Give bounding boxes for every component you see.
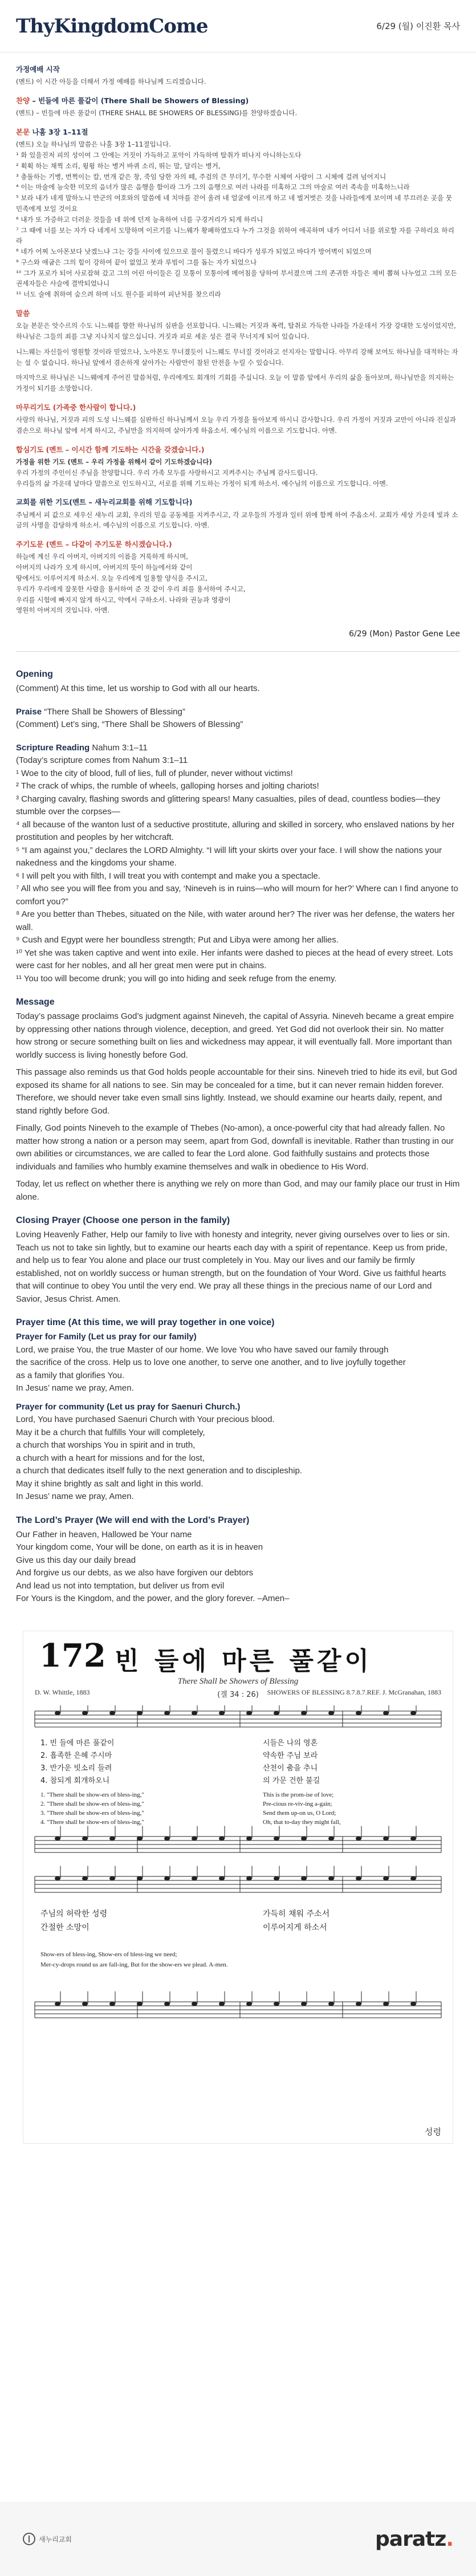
en-scripture-line: ³ Charging cavalry, flashing swords and glittering spears! Many casualties, piles of dead, countless bodies—they stumble over the corpses— <box>16 794 441 817</box>
korean-section <box>0 52 476 616</box>
note-head <box>219 1876 225 1880</box>
note-head <box>164 1876 170 1880</box>
en-scripture-line: ⁶ I will pelt you with filth, I will treat you with contempt and make you a spectacle. <box>16 871 320 881</box>
en-church-prayer-line: In Jesus’ name we pray, Amen. <box>16 1492 134 1502</box>
ko-unison-line: 가정을 위한 기도 (멘트 – 우리 가정을 위해서 같이 기도하겠습니다) <box>16 458 212 466</box>
en-scripture-line: ⁵ “I am against you,” declares the LORD Almighty. “I will lift your skirts over your face. I will show the nations your nakedness and the kingdoms your shame. <box>16 845 442 868</box>
en-church-prayer-line: Lord, You have purchased Saenuri Church with Your precious blood. <box>16 1415 275 1425</box>
note-head <box>164 2001 170 2006</box>
en-lords-prayer-line: For Yours is the Kingdom, and the power, and the glory forever. –Amen– <box>16 1594 290 1604</box>
note-head <box>328 2001 334 2006</box>
en-lords-prayer-title: The Lord’s Prayer (We will end with the Lord’s Prayer) <box>16 1515 250 1525</box>
ko-opening-title: 가정예배 시작 <box>16 65 60 74</box>
note-head <box>55 1836 60 1840</box>
ko-lords-prayer-line: 우리를 시험에 빠지지 않게 하시고, 악에서 구하소서. 나라와 권능과 영광이 <box>16 595 231 604</box>
en-closing-prayer <box>16 1214 460 1306</box>
en-praise <box>16 706 460 732</box>
note-head <box>164 1836 170 1840</box>
lyric-en-verse: Pre-cious re-viv-ing a-gain; <box>263 1800 332 1807</box>
en-church-prayer-line: May it be a church that fulfills Your will completely, <box>16 1427 205 1437</box>
lyric-ko-verse: 3. 반가운 빗소리 들려 <box>40 1764 112 1773</box>
note-head <box>383 2001 389 2006</box>
note-head <box>82 2001 88 2006</box>
note-head <box>328 1710 334 1715</box>
hymn-author: D. W. Whittle, 1883 <box>35 1688 90 1696</box>
hymn-title: 빈 들에 마른 풀같이 <box>115 1646 372 1676</box>
note-head <box>246 1876 252 1880</box>
en-praise-text: (Comment) Let’s sing, “There Shall be Showers of Blessing” <box>16 720 243 730</box>
lyric-en-verse: 2. "There shall be show-ers of bless-ing," <box>40 1800 144 1807</box>
en-message <box>16 996 460 1204</box>
note-head <box>82 1876 88 1880</box>
note-head <box>328 1836 334 1840</box>
lyric-en-verse: Send them up-on us, O Lord; <box>263 1809 336 1817</box>
note-head <box>55 2001 60 2006</box>
ko-praise-title <box>16 95 460 107</box>
en-family-prayer-line: In Jesus’ name we pray, Amen. <box>16 1383 134 1393</box>
en-praise-heading <box>16 706 460 719</box>
lyric-ko-refrain: 주님의 허락한 성령 <box>40 1909 108 1919</box>
ko-message <box>16 308 460 394</box>
lyric-ko-verse: 산천이 춤을 추니 <box>263 1764 318 1773</box>
en-message-paragraph: Today’s passage proclaims God’s judgment against Nineveh, the capital of Assyria. Nineveh became a great empire by oppressing other nations through violence, deception, and greed. Yet God did not overlook their sin. No matter how strong or secure something built on lies and wickedness may appear, it will eventually fall. More important than worldly success is living honestly before God. <box>16 1011 454 1060</box>
en-lords-prayer-line: Your kingdom come, Your will be done, on earth as it is in heaven <box>16 1542 263 1553</box>
ko-unison-line: 우리들의 삶 가운데 날마다 말씀으로 인도하시고, 서로를 위해 기도하는 가정이 되게 하소서. 예수님의 이름으로 기도합니다. 아멘. <box>16 479 388 487</box>
en-family-prayer-title: Prayer for Family (Let us pray for our family) <box>16 1332 197 1342</box>
ko-lords-prayer <box>16 539 460 616</box>
header-date-author: 6/29 (월) 이진환 목사 <box>376 21 460 31</box>
ko-scripture-line: ⁵ 보라 내가 네게 말하노니 만군의 여호와의 말씀에 네 치마를 걷어 올려 네 얼굴에 이르게 하고 네 벌거벗은 것을 나라들에게 보이며 네 부끄러운 곳을 뭇 민족에게 보일 것이요 <box>16 194 453 213</box>
ko-closing-prayer <box>16 402 460 436</box>
en-scripture-line: ⁹ Cush and Egypt were her boundless strength; Put and Libya were among her allies. <box>16 935 339 945</box>
en-lords-prayer-line: Our Father in heaven, Hallowed be Your name <box>16 1529 192 1539</box>
lyric-ko-verse: 시들은 나의 영혼 <box>263 1738 318 1748</box>
note-head <box>274 1836 279 1840</box>
note-head <box>328 1876 334 1880</box>
ko-message-paragraph: 마지막으로 하나님은 니느웨에게 주어진 말씀처럼, 우리에게도 회개의 기회를 주십니다. 오늘 이 말씀 앞에서 우리의 삶을 돌아보며, 하나님만을 의지하는 가정이 되기를 소망합니다. <box>16 373 454 393</box>
en-scripture-line: (Today’s scripture comes from Nahum 3:1–11 <box>16 755 188 766</box>
lyric-en-verse: 3. "There shall be show-ers of bless-ing," <box>40 1809 144 1817</box>
church-name: 새누리교회 <box>39 2535 72 2544</box>
paratz-wordmark: paratz <box>375 2527 446 2551</box>
ko-closing-prayer-text: 사랑의 하나님, 거짓과 피의 도성 니느웨를 심판하신 하나님께서 오늘 우리 가정을 돌아보게 하시니 감사합니다. 우리 가정이 거짓과 교만이 아니라 진실과 겸손으로 하나님 앞에 서게 하시고, 주님만을 의지하며 살아가게 하옵소서. 예수님의 이름으로 기도합니다. 아멘. <box>16 416 456 434</box>
note-head <box>246 2001 252 2006</box>
en-family-prayer-line: the sacrifice of the cross. Help us to love one another, to serve one another, and to live joyfully together <box>16 1358 406 1368</box>
ko-unison-line: 우리 가정의 주인이신 주님을 찬양합니다. 우리 가족 모두를 사랑하시고 지켜주시는 주님께 감사드립니다. <box>16 468 318 477</box>
en-opening-text: (Comment) At this time, let us worship to God with all our hearts. <box>16 684 260 694</box>
en-scripture-line: ⁴ all because of the wanton lust of a seductive prostitute, alluring and skilled in sorcery, who enslaved nations by her prostitution and peoples by her witchcraft. <box>16 819 455 843</box>
en-unison <box>16 1316 460 1504</box>
ko-unison-prayer <box>16 444 460 489</box>
church-logo <box>23 2533 72 2545</box>
ko-praise-text: (멘트) – 빈들에 마른 풀같이 (THERE SHALL BE SHOWERS OF BLESSING)를 찬양하겠습니다. <box>16 109 298 117</box>
lyric-en-refrain: Show-ers of bless-ing, Show-ers of bless-ing we need; <box>40 1951 177 1958</box>
hymn-subtitle: There Shall be Showers of Blessing <box>177 1676 299 1686</box>
ko-scripture <box>16 127 460 300</box>
en-closing-prayer-line: Teach us not to take sin lightly, but to examine our hearts each day with a spirit of repentance. Keep us from pride, and help us to fear You alone and place our trust completely in You. May our lives and our family be firmly established, not on worldly success or human strength, but on the foundation of Your Word. Give us faithful hearts that will continue to obey You until the very end. We pray all these things in the precious name of our Lord and Savior, Jesus Christ. Amen. <box>16 1242 447 1304</box>
hymn-sheet <box>23 1631 453 2144</box>
lyric-ko-refrain: 이루어지게 하소서 <box>263 1923 327 1932</box>
page-footer <box>0 2502 476 2576</box>
note-head <box>55 1876 60 1880</box>
ko-message-title: 말씀 <box>16 309 30 318</box>
hymn-score <box>23 1705 453 2104</box>
en-closing-prayer-title: Closing Prayer (Choose one person in the family) <box>16 1216 230 1226</box>
ko-lords-prayer-line: 땅에서도 이루어지게 하소서. 오늘 우리에게 일용할 양식을 주시고, <box>16 574 208 582</box>
note-head <box>274 1710 279 1715</box>
paratz-dot: . <box>446 2527 453 2551</box>
hymn-category: 성령 <box>425 2126 441 2137</box>
ko-lords-prayer-line: 아버지의 나라가 오게 하시며, 아버지의 뜻이 하늘에서와 같이 <box>16 563 193 572</box>
en-scripture-heading <box>16 742 460 755</box>
note-head <box>246 1710 252 1715</box>
en-message-paragraph: Today, let us reflect on whether there is anything we rely on more than God, and may our family place our trust in Him alone. <box>16 1179 460 1202</box>
ko-scripture-line: ³ 충돌하는 기병, 번쩍이는 칼, 번개 같은 창, 죽임 당한 자의 떼, 주검의 큰 무더기, 무수한 시체여 사람이 그 시체에 걸려 넘어지니 <box>16 172 387 181</box>
en-church-prayer-line: a church with a heart for missions and for the lost, <box>16 1453 205 1463</box>
ko-unison-title: 합심기도 (멘트 – 이시간 함께 기도하는 시간을 갖겠습니다.) <box>16 445 205 454</box>
en-opening <box>16 668 460 696</box>
en-scripture-title: Scripture Reading <box>16 742 90 753</box>
note-head <box>109 2001 115 2006</box>
lyric-ko-verse: 4. 참되게 회개하오니 <box>40 1776 110 1785</box>
en-message-paragraph: This passage also reminds us that God holds people accountable for their sins. Nineveh tried to hide its evil, but God exposed its shame for all nations to see. Sin may be concealed for a time, but it can never remain hidden forever. Therefore, we should never take even small sins lightly. Instead, we should examine our hearts daily, repent, and stand rightly before God. <box>16 1067 457 1116</box>
ko-scripture-title <box>16 127 460 138</box>
note-head <box>109 1710 115 1715</box>
note-head <box>82 1710 88 1715</box>
note-head <box>383 1836 389 1840</box>
note-head <box>246 1836 252 1840</box>
en-unison-title: Prayer time (At this time, we will pray together in one voice) <box>16 1318 275 1328</box>
en-lords-prayer-line: And forgive us our debts, as we also have forgiven our debtors <box>16 1568 254 1578</box>
en-praise-title-rest: “There Shall be Showers of Blessing” <box>42 706 185 717</box>
lyric-en-refrain: Mer-cy-drops round us are fall-ing, But for the show-ers we plead. A-men. <box>40 1961 228 1968</box>
hymn-reference: (겔 34 : 26) <box>217 1690 259 1699</box>
en-opening-title: Opening <box>16 669 53 680</box>
lyric-en-verse: Oh, that to-day they might fall, <box>263 1818 341 1826</box>
note-head <box>82 1836 88 1840</box>
note-head <box>356 1836 361 1840</box>
lyric-en-verse: 4. "There shall be show-ers of bless-ing," <box>40 1818 144 1826</box>
english-section <box>0 652 476 1622</box>
hymn-composer: SHOWERS OF BLESSING 8.7.8.7.REF. J. McGranahan, 1883 <box>267 1688 441 1696</box>
en-scripture-line: ² The crack of whips, the rumble of wheels, galloping horses and jolting chariots! <box>16 781 319 791</box>
note-head <box>383 1876 389 1880</box>
note-head <box>410 1710 416 1715</box>
brand-logo: ThyKingdomCome <box>16 14 208 38</box>
note-head <box>274 2001 279 2006</box>
ko-scripture-line: (멘트) 오늘 하나님의 말씀은 나훔 3장 1–11절입니다. <box>16 140 171 149</box>
en-church-prayer-line: May it shine brightly as salt and light in this world. <box>16 1478 204 1489</box>
ko-scripture-line: ⁹ 구스와 애굽은 그의 힘이 강하여 끝이 없었고 붓과 루빔이 그를 돕는 자가 되었으나 <box>16 258 257 266</box>
en-scripture-line: ¹¹ You too will become drunk; you will go into hiding and seek refuge from the enemy. <box>16 973 337 984</box>
ko-scripture-line: ⁶ 내가 또 가증하고 더러운 것들을 네 위에 던져 능욕하여 너를 구경거리가 되게 하리니 <box>16 215 263 224</box>
ko-lords-prayer-line: 하늘에 계신 우리 아버지, 아버지의 이름을 거룩하게 하시며, <box>16 552 188 561</box>
ko-message-paragraph: 니느웨는 자신들이 영원할 것이라 믿었으나, 노아몬도 무너졌듯이 니느웨도 무너질 것이라고 선지자는 말합니다. 아무리 강해 보여도 하나님을 대적하는 자는 설 수 없습니다. 하나님 앞에서 겸손하게 살아가는 사람만이 참된 안전을 누릴 수 있습니다. <box>16 347 458 367</box>
church-logo-icon <box>23 2533 35 2545</box>
lyric-ko-verse: 1. 빈 들에 마른 풀같이 <box>40 1738 115 1748</box>
ko-scripture-line: ¹¹ 너도 술에 취하여 숨으려 하며 너도 원수를 피하여 피난처를 찾으리라 <box>16 290 221 299</box>
note-head <box>55 1710 60 1715</box>
en-church-prayer-line: a church that worships You in spirit and in truth, <box>16 1440 196 1450</box>
ko-closing-prayer-title: 마무리기도 (가족중 한사람이 합니다.) <box>16 403 136 412</box>
en-church-prayer-title: Prayer for community (Let us pray for Saenuri Church.) <box>16 1401 241 1412</box>
ko-scripture-line: ² 휙휙 하는 채찍 소리, 윙윙 하는 병거 바퀴 소리, 뛰는 말, 달리는 병거, <box>16 161 221 170</box>
ko-scripture-line: ⁸ 네가 어찌 노아몬보다 낫겠느냐 그는 강들 사이에 있으므로 물이 둘렸으니 바다가 성루가 되었고 바다가 방어벽이 되었으며 <box>16 247 372 256</box>
note-head <box>274 1876 279 1880</box>
lyric-ko-verse: 의 가문 건한 불길 <box>263 1776 320 1785</box>
ko-scripture-line: ¹⁰ 그가 포로가 되어 사로잡혀 갔고 그의 어린 아이들은 길 모퉁이 모퉁이에 메어침을 당하여 부서졌으며 그의 존귀한 자들은 제비 뽑혀 나누었고 그의 모든 권세자들은 사슬에 결박되었나니 <box>16 269 457 288</box>
note-head <box>219 1836 225 1840</box>
note-head <box>164 1710 170 1715</box>
ko-church-prayer-title: 교회를 위한 기도(멘트 – 새누리교회를 위해 기도합니다) <box>16 498 193 507</box>
note-head <box>356 2001 361 2006</box>
en-church-prayer-line: a church that dedicates itself fully to the next generation and to discipleship. <box>16 1466 302 1476</box>
lyric-ko-verse: 약속한 주님 보라 <box>263 1751 318 1760</box>
lyric-en-verse: 1. "There shall be show-ers of bless-ing," <box>40 1791 144 1798</box>
ko-praise-title-rest: – 빈들에 마른 풀같이 (There Shall be Showers of Blessing) <box>30 96 249 105</box>
note-head <box>192 1836 197 1840</box>
ko-lords-prayer-line: 우리가 우리에게 잘못한 사람을 용서하여 준 것 같이 우리 죄를 용서하여 주시고, <box>16 584 246 593</box>
en-closing-prayer-line: Loving Heavenly Father, Help our family to live with honesty and integrity, never giving ourselves over to lies or sin. <box>16 1230 450 1240</box>
hymn-number: 172 <box>39 1636 106 1675</box>
note-head <box>109 1836 115 1840</box>
ko-message-paragraph: 오늘 본문은 앗수르의 수도 니느웨를 향한 하나님의 심판을 선포합니다. 니느웨는 거짓과 폭력, 탈취로 가득한 나라들 가운데서 가장 강대한 도성이었지만, 하나님은 그들의 죄를 그냥 지나치지 않으십니다. 거짓과 피로 세운 성은 결국 무너지게 되어 있습니다. <box>16 322 456 341</box>
note-head <box>410 2001 416 2006</box>
note-head <box>192 1710 197 1715</box>
note-head <box>356 1710 361 1715</box>
note-head <box>301 2001 307 2006</box>
lyric-ko-verse: 2. 흡족한 은혜 주시마 <box>40 1751 112 1760</box>
ko-scripture-line: ¹ 화 있을진저 피의 성이여 그 안에는 거짓이 가득하고 포악이 가득하며 탈취가 떠나지 아니하는도다 <box>16 151 302 160</box>
en-family-prayer-line: Lord, we praise You, the true Master of our home. We love You who have saved our family through <box>16 1344 389 1355</box>
en-lords-prayer-line: Give us this day our daily bread <box>16 1555 136 1565</box>
note-head <box>219 2001 225 2006</box>
paratz-logo <box>375 2528 453 2551</box>
en-scripture-line: ¹ Woe to the city of blood, full of lies, full of plunder, never without victims! <box>16 768 293 778</box>
note-head <box>356 1876 361 1880</box>
note-head <box>410 1876 416 1880</box>
lyric-ko-refrain: 가득히 채워 주소서 <box>263 1909 330 1919</box>
note-head <box>219 1710 225 1715</box>
ko-church-prayer-text: 주님께서 피 값으로 세우신 새누리 교회, 우리의 믿음 공동체를 지켜주시고, 각 교우들의 가정과 일터 위에 함께 하여 주옵소서. 교회가 세상 가운데 빛과 소금의 사명을 감당하게 하소서. 예수님의 이름으로 기도합니다. 아멘. <box>16 510 458 530</box>
en-lords-prayer <box>16 1514 460 1606</box>
staff-treble-1 <box>35 1705 441 1727</box>
ko-praise <box>16 95 460 119</box>
lyric-ko-refrain: 간절한 소망이 <box>40 1923 89 1932</box>
signature: 6/29 (Mon) Pastor Gene Lee <box>349 629 460 639</box>
staff-treble-2 <box>35 1866 441 1892</box>
en-scripture-line: ⁸ Are you better than Thebes, situated on the Nile, with water around her? The river was her defense, the waters her wall. <box>16 909 455 932</box>
en-scripture-title-rest: Nahum 3:1–11 <box>89 742 148 753</box>
note-head <box>383 1710 389 1715</box>
note-head <box>301 1710 307 1715</box>
note-head <box>109 1876 115 1880</box>
en-family-prayer-line: as a family that glorifies You. <box>16 1370 125 1380</box>
en-message-paragraph: Finally, God points Nineveh to the example of Thebes (No-amon), a once-powerful city that had already fallen. No matter how strong a nation or a person may seem, apart from God, downfall is inevitable. Rather than trusting in our own abilities or circumstances, we are called to fear the Lord alone. God faithfully sustains and protects those individuals and families who humbly examine themselves and walk in obedience to His Word. <box>16 1123 454 1172</box>
ko-scripture-title-rest: 나훔 3장 1–11절 <box>30 128 88 137</box>
en-scripture <box>16 742 460 986</box>
note-head <box>301 1836 307 1840</box>
en-scripture-line: ¹⁰ Yet she was taken captive and went into exile. Her infants were dashed to pieces at the head of every street. Lots were cast for her nobles, and all her great men were put in chains. <box>16 948 453 971</box>
en-lords-prayer-line: And lead us not into temptation, but deliver us from evil <box>16 1580 225 1591</box>
lyric-en-verse: This is the prom-ise of love; <box>263 1791 334 1798</box>
ko-lords-prayer-title: 주기도문 (멘트 – 다같이 주기도문 하시겠습니다.) <box>16 540 172 549</box>
ko-scripture-line: ⁴ 이는 마술에 능숙한 미모의 음녀가 많은 음행을 함이라 그가 그의 음행으로 여러 나라를 미혹하고 그의 마술로 여러 족속을 미혹하느니라 <box>16 183 410 192</box>
page-header <box>0 0 476 52</box>
ko-opening-text: (멘트) 이 시간 아등을 더해서 가정 예배를 하나님께 드리겠습니다. <box>16 78 206 86</box>
ko-scripture-line: ⁷ 그 때에 너를 보는 자가 다 네게서 도망하며 이르기를 니느웨가 황폐하였도다 누가 그것을 위하여 애곡하며 내가 어디서 너를 위로할 자를 구하리요 하리라 <box>16 226 454 245</box>
en-scripture-line: ⁷ All who see you will flee from you and say, ‘Nineveh is in ruins—who will mourn for her?’ Where can I find anyone to comfort you?” <box>16 884 458 907</box>
staff-bass-2 <box>35 1991 441 2018</box>
ko-lords-prayer-line: 영원히 아버지의 것입니다. 아멘. <box>16 606 110 615</box>
note-head <box>192 2001 197 2006</box>
en-praise-title: Praise <box>16 706 42 717</box>
note-head <box>192 1876 197 1880</box>
staff-bass-1 <box>35 1826 441 1852</box>
note-head <box>410 1836 416 1840</box>
ko-opening <box>16 64 460 87</box>
ko-scripture-label: 본문 <box>16 128 30 137</box>
ko-church-prayer <box>16 497 460 531</box>
ko-praise-label: 찬양 <box>16 96 30 105</box>
note-head <box>301 1876 307 1880</box>
en-message-title: Message <box>16 997 55 1007</box>
